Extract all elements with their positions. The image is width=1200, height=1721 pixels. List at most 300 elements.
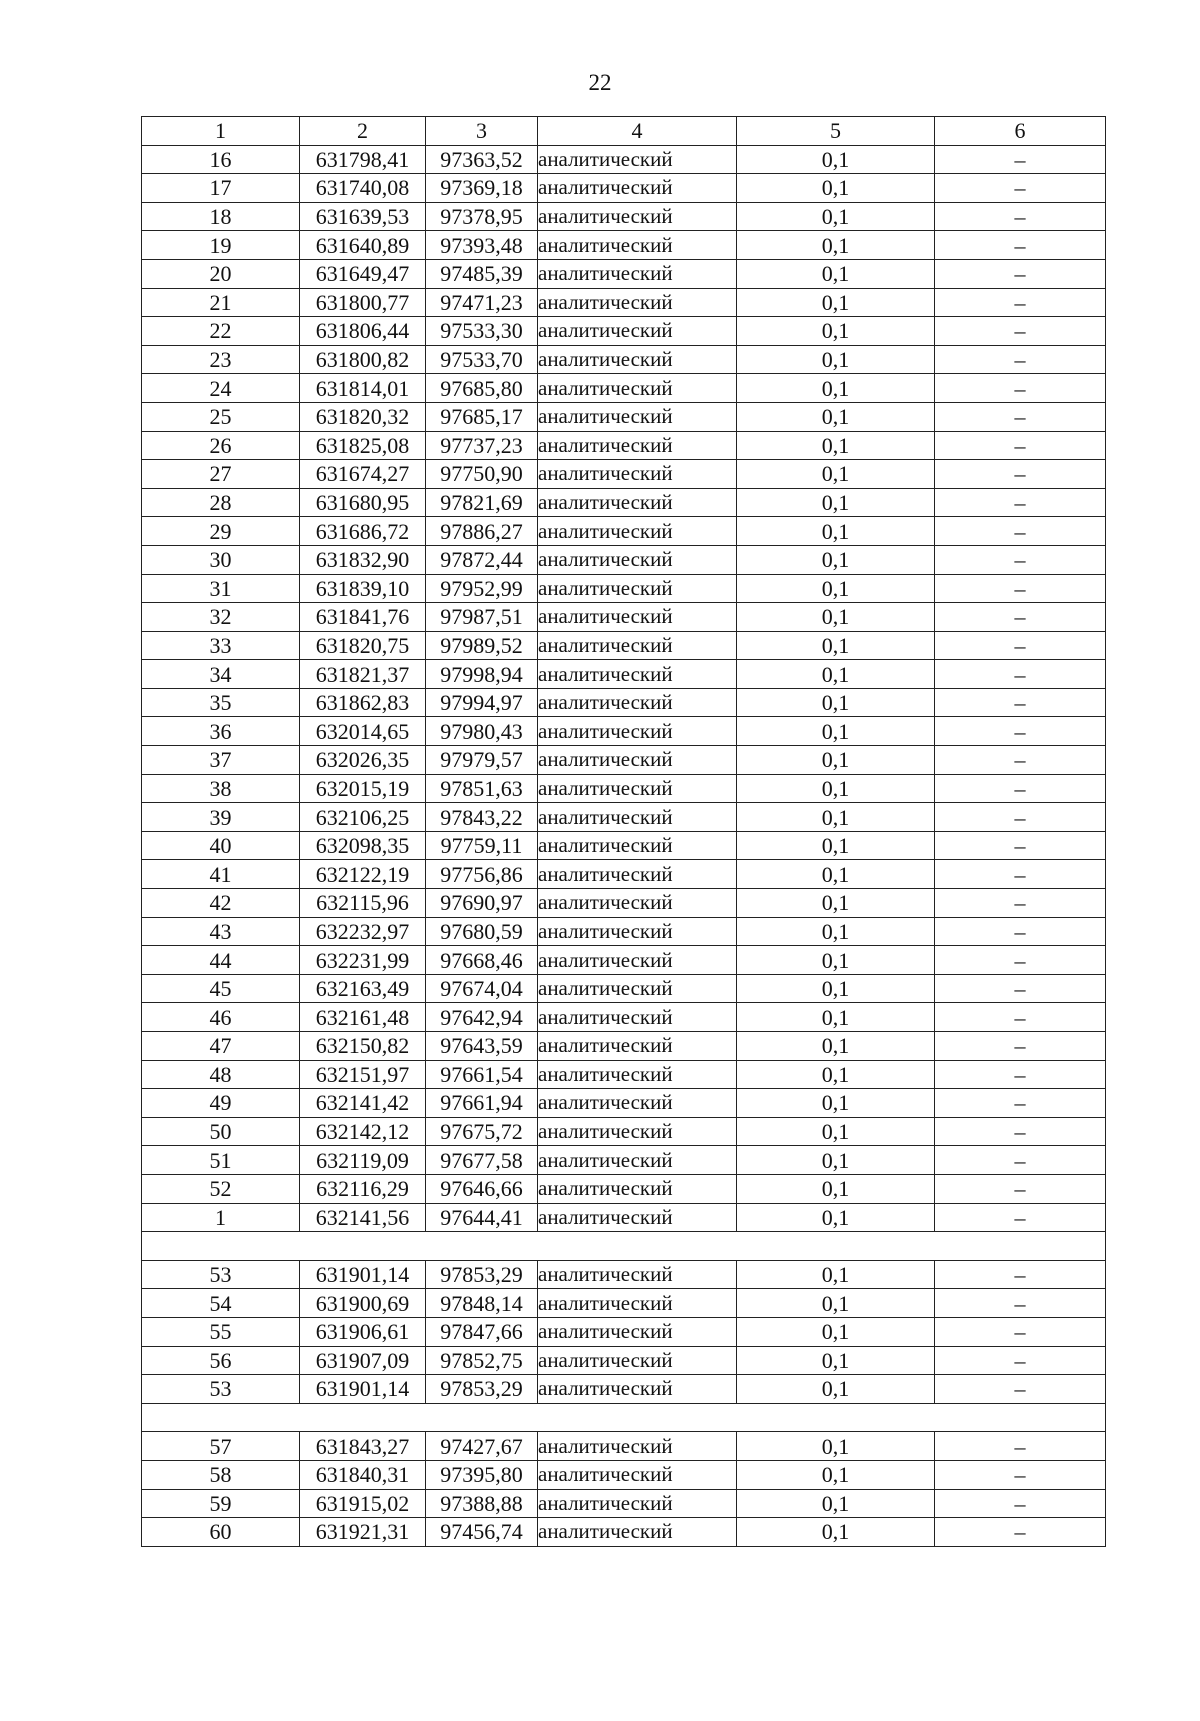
method-cell: аналитический [538,145,737,174]
y-coordinate-cell: 97644,41 [426,1203,538,1232]
table-row [142,1032,1106,1061]
note-cell: – [935,317,1106,346]
method-cell: аналитический [538,317,737,346]
table-row [142,1375,1106,1404]
method-cell: аналитический [538,174,737,203]
accuracy-cell: 0,1 [737,603,935,632]
y-coordinate-cell: 97533,70 [426,345,538,374]
x-coordinate-cell: 632015,19 [300,774,426,803]
x-coordinate-cell: 632115,96 [300,889,426,918]
method-cell: аналитический [538,345,737,374]
method-cell: аналитический [538,1346,737,1375]
note-cell: – [935,488,1106,517]
x-coordinate-cell: 631832,90 [300,545,426,574]
accuracy-cell: 0,1 [737,1117,935,1146]
y-coordinate-cell: 97750,90 [426,460,538,489]
table-row [142,345,1106,374]
y-coordinate-cell: 97853,29 [426,1260,538,1289]
x-coordinate-cell: 632141,56 [300,1203,426,1232]
x-coordinate-cell: 631843,27 [300,1432,426,1461]
x-coordinate-cell: 632232,97 [300,917,426,946]
group-separator-cell [142,1403,1106,1432]
y-coordinate-cell: 97388,88 [426,1489,538,1518]
method-cell: аналитический [538,1060,737,1089]
accuracy-cell: 0,1 [737,1317,935,1346]
x-coordinate-cell: 631839,10 [300,574,426,603]
point-number-cell: 34 [142,660,300,689]
note-cell: – [935,1346,1106,1375]
x-coordinate-cell: 632142,12 [300,1117,426,1146]
y-coordinate-cell: 97994,97 [426,688,538,717]
x-coordinate-cell: 631640,89 [300,231,426,260]
method-cell: аналитический [538,1260,737,1289]
accuracy-cell: 0,1 [737,1432,935,1461]
y-coordinate-cell: 97872,44 [426,545,538,574]
note-cell: – [935,1289,1106,1318]
point-number-cell: 29 [142,517,300,546]
x-coordinate-cell: 631862,83 [300,688,426,717]
point-number-cell: 18 [142,202,300,231]
y-coordinate-cell: 97668,46 [426,946,538,975]
x-coordinate-cell: 631820,75 [300,631,426,660]
table-row [142,1460,1106,1489]
y-coordinate-cell: 97685,80 [426,374,538,403]
table-row [142,1089,1106,1118]
note-cell: – [935,688,1106,717]
point-number-cell: 52 [142,1174,300,1203]
y-coordinate-cell: 97378,95 [426,202,538,231]
y-coordinate-cell: 97952,99 [426,574,538,603]
y-coordinate-cell: 97363,52 [426,145,538,174]
point-number-cell: 57 [142,1432,300,1461]
point-number-cell: 49 [142,1089,300,1118]
group-separator-row [142,1232,1106,1261]
table-row [142,174,1106,203]
y-coordinate-cell: 97998,94 [426,660,538,689]
point-number-cell: 43 [142,917,300,946]
point-number-cell: 40 [142,831,300,860]
point-number-cell: 35 [142,688,300,717]
note-cell: – [935,831,1106,860]
accuracy-cell: 0,1 [737,1489,935,1518]
method-cell: аналитический [538,1117,737,1146]
accuracy-cell: 0,1 [737,1146,935,1175]
method-cell: аналитический [538,288,737,317]
table-row [142,1489,1106,1518]
table-row [142,374,1106,403]
coordinates-table [141,116,1106,1547]
y-coordinate-cell: 97642,94 [426,1003,538,1032]
accuracy-cell: 0,1 [737,231,935,260]
y-coordinate-cell: 97661,54 [426,1060,538,1089]
point-number-cell: 24 [142,374,300,403]
x-coordinate-cell: 632106,25 [300,803,426,832]
note-cell: – [935,574,1106,603]
table-row [142,946,1106,975]
point-number-cell: 45 [142,974,300,1003]
table-row [142,688,1106,717]
point-number-cell: 59 [142,1489,300,1518]
point-number-cell: 46 [142,1003,300,1032]
accuracy-cell: 0,1 [737,517,935,546]
table-row [142,317,1106,346]
note-cell: – [935,402,1106,431]
method-cell: аналитический [538,374,737,403]
note-cell: – [935,631,1106,660]
point-number-cell: 22 [142,317,300,346]
accuracy-cell: 0,1 [737,1460,935,1489]
note-cell: – [935,774,1106,803]
note-cell: – [935,259,1106,288]
x-coordinate-cell: 632122,19 [300,860,426,889]
accuracy-cell: 0,1 [737,831,935,860]
point-number-cell: 23 [142,345,300,374]
table-header-row [142,117,1106,146]
table-row [142,288,1106,317]
point-number-cell: 42 [142,889,300,918]
point-number-cell: 25 [142,402,300,431]
accuracy-cell: 0,1 [737,460,935,489]
method-cell: аналитический [538,1489,737,1518]
accuracy-cell: 0,1 [737,1518,935,1547]
method-cell: аналитический [538,1317,737,1346]
accuracy-cell: 0,1 [737,345,935,374]
x-coordinate-cell: 632014,65 [300,717,426,746]
y-coordinate-cell: 97427,67 [426,1432,538,1461]
y-coordinate-cell: 97485,39 [426,259,538,288]
method-cell: аналитический [538,860,737,889]
accuracy-cell: 0,1 [737,1003,935,1032]
method-cell: аналитический [538,1460,737,1489]
accuracy-cell: 0,1 [737,1346,935,1375]
method-cell: аналитический [538,1146,737,1175]
header-cell-1: 1 [142,117,300,146]
table-row [142,402,1106,431]
accuracy-cell: 0,1 [737,774,935,803]
y-coordinate-cell: 97851,63 [426,774,538,803]
x-coordinate-cell: 631906,61 [300,1317,426,1346]
note-cell: – [935,202,1106,231]
accuracy-cell: 0,1 [737,431,935,460]
point-number-cell: 20 [142,259,300,288]
point-number-cell: 55 [142,1317,300,1346]
x-coordinate-cell: 631649,47 [300,259,426,288]
method-cell: аналитический [538,574,737,603]
method-cell: аналитический [538,774,737,803]
accuracy-cell: 0,1 [737,1089,935,1118]
note-cell: – [935,1089,1106,1118]
accuracy-cell: 0,1 [737,746,935,775]
y-coordinate-cell: 97685,17 [426,402,538,431]
table-row [142,1317,1106,1346]
x-coordinate-cell: 631800,77 [300,288,426,317]
y-coordinate-cell: 97847,66 [426,1317,538,1346]
y-coordinate-cell: 97853,29 [426,1375,538,1404]
table-row [142,631,1106,660]
point-number-cell: 21 [142,288,300,317]
accuracy-cell: 0,1 [737,1203,935,1232]
point-number-cell: 17 [142,174,300,203]
y-coordinate-cell: 97756,86 [426,860,538,889]
accuracy-cell: 0,1 [737,717,935,746]
page-number: 22 [588,70,612,95]
accuracy-cell: 0,1 [737,145,935,174]
x-coordinate-cell: 631680,95 [300,488,426,517]
note-cell: – [935,1460,1106,1489]
header-cell-3: 3 [426,117,538,146]
point-number-cell: 28 [142,488,300,517]
table-row [142,1260,1106,1289]
point-number-cell: 53 [142,1260,300,1289]
header-cell-2: 2 [300,117,426,146]
accuracy-cell: 0,1 [737,1375,935,1404]
point-number-cell: 36 [142,717,300,746]
x-coordinate-cell: 631841,76 [300,603,426,632]
table-row [142,1289,1106,1318]
method-cell: аналитический [538,202,737,231]
x-coordinate-cell: 632163,49 [300,974,426,1003]
point-number-cell: 56 [142,1346,300,1375]
table-row [142,1146,1106,1175]
note-cell: – [935,603,1106,632]
y-coordinate-cell: 97456,74 [426,1518,538,1547]
method-cell: аналитический [538,946,737,975]
note-cell: – [935,917,1106,946]
method-cell: аналитический [538,1375,737,1404]
method-cell: аналитический [538,517,737,546]
note-cell: – [935,1518,1106,1547]
note-cell: – [935,1260,1106,1289]
y-coordinate-cell: 97759,11 [426,831,538,860]
table-row [142,1432,1106,1461]
accuracy-cell: 0,1 [737,917,935,946]
note-cell: – [935,345,1106,374]
method-cell: аналитический [538,660,737,689]
point-number-cell: 48 [142,1060,300,1089]
y-coordinate-cell: 97852,75 [426,1346,538,1375]
method-cell: аналитический [538,1003,737,1032]
x-coordinate-cell: 631820,32 [300,402,426,431]
y-coordinate-cell: 97979,57 [426,746,538,775]
x-coordinate-cell: 632151,97 [300,1060,426,1089]
x-coordinate-cell: 631840,31 [300,1460,426,1489]
table-row [142,1203,1106,1232]
method-cell: аналитический [538,1174,737,1203]
accuracy-cell: 0,1 [737,374,935,403]
method-cell: аналитический [538,831,737,860]
table-row [142,660,1106,689]
x-coordinate-cell: 631674,27 [300,460,426,489]
accuracy-cell: 0,1 [737,860,935,889]
table-row [142,1117,1106,1146]
table-row [142,460,1106,489]
note-cell: – [935,1489,1106,1518]
point-number-cell: 39 [142,803,300,832]
accuracy-cell: 0,1 [737,1032,935,1061]
accuracy-cell: 0,1 [737,974,935,1003]
method-cell: аналитический [538,717,737,746]
x-coordinate-cell: 631800,82 [300,345,426,374]
note-cell: – [935,1117,1106,1146]
table-row [142,1003,1106,1032]
accuracy-cell: 0,1 [737,259,935,288]
accuracy-cell: 0,1 [737,174,935,203]
y-coordinate-cell: 97395,80 [426,1460,538,1489]
point-number-cell: 60 [142,1518,300,1547]
note-cell: – [935,460,1106,489]
x-coordinate-cell: 631907,09 [300,1346,426,1375]
y-coordinate-cell: 97886,27 [426,517,538,546]
table-row [142,860,1106,889]
table-row [142,574,1106,603]
method-cell: аналитический [538,974,737,1003]
method-cell: аналитический [538,231,737,260]
x-coordinate-cell: 631814,01 [300,374,426,403]
accuracy-cell: 0,1 [737,202,935,231]
table-row [142,1060,1106,1089]
note-cell: – [935,174,1106,203]
method-cell: аналитический [538,545,737,574]
x-coordinate-cell: 631821,37 [300,660,426,689]
method-cell: аналитический [538,889,737,918]
accuracy-cell: 0,1 [737,545,935,574]
note-cell: – [935,431,1106,460]
note-cell: – [935,660,1106,689]
accuracy-cell: 0,1 [737,574,935,603]
note-cell: – [935,746,1106,775]
table-row [142,1518,1106,1547]
point-number-cell: 26 [142,431,300,460]
accuracy-cell: 0,1 [737,288,935,317]
point-number-cell: 32 [142,603,300,632]
method-cell: аналитический [538,488,737,517]
note-cell: – [935,374,1106,403]
y-coordinate-cell: 97674,04 [426,974,538,1003]
table-row [142,831,1106,860]
note-cell: – [935,860,1106,889]
y-coordinate-cell: 97661,94 [426,1089,538,1118]
note-cell: – [935,974,1106,1003]
table-row [142,746,1106,775]
method-cell: аналитический [538,402,737,431]
x-coordinate-cell: 631901,14 [300,1260,426,1289]
point-number-cell: 30 [142,545,300,574]
accuracy-cell: 0,1 [737,660,935,689]
accuracy-cell: 0,1 [737,402,935,431]
note-cell: – [935,946,1106,975]
accuracy-cell: 0,1 [737,1260,935,1289]
accuracy-cell: 0,1 [737,1289,935,1318]
accuracy-cell: 0,1 [737,1174,935,1203]
point-number-cell: 1 [142,1203,300,1232]
header-cell-6: 6 [935,117,1106,146]
note-cell: – [935,717,1106,746]
x-coordinate-cell: 631686,72 [300,517,426,546]
accuracy-cell: 0,1 [737,946,935,975]
point-number-cell: 27 [142,460,300,489]
x-coordinate-cell: 631921,31 [300,1518,426,1547]
table-row [142,889,1106,918]
point-number-cell: 44 [142,946,300,975]
y-coordinate-cell: 97848,14 [426,1289,538,1318]
method-cell: аналитический [538,631,737,660]
point-number-cell: 41 [142,860,300,889]
table-row [142,431,1106,460]
group-separator-row [142,1403,1106,1432]
y-coordinate-cell: 97821,69 [426,488,538,517]
x-coordinate-cell: 632119,09 [300,1146,426,1175]
point-number-cell: 47 [142,1032,300,1061]
point-number-cell: 50 [142,1117,300,1146]
point-number-cell: 19 [142,231,300,260]
note-cell: – [935,1432,1106,1461]
point-number-cell: 51 [142,1146,300,1175]
method-cell: аналитический [538,1289,737,1318]
table-row [142,517,1106,546]
x-coordinate-cell: 631798,41 [300,145,426,174]
y-coordinate-cell: 97643,59 [426,1032,538,1061]
x-coordinate-cell: 632161,48 [300,1003,426,1032]
method-cell: аналитический [538,1432,737,1461]
x-coordinate-cell: 631740,08 [300,174,426,203]
x-coordinate-cell: 631915,02 [300,1489,426,1518]
x-coordinate-cell: 632150,82 [300,1032,426,1061]
method-cell: аналитический [538,1203,737,1232]
method-cell: аналитический [538,603,737,632]
point-number-cell: 33 [142,631,300,660]
y-coordinate-cell: 97987,51 [426,603,538,632]
method-cell: аналитический [538,688,737,717]
x-coordinate-cell: 631900,69 [300,1289,426,1318]
note-cell: – [935,545,1106,574]
x-coordinate-cell: 632141,42 [300,1089,426,1118]
note-cell: – [935,1060,1106,1089]
accuracy-cell: 0,1 [737,803,935,832]
x-coordinate-cell: 631639,53 [300,202,426,231]
x-coordinate-cell: 632116,29 [300,1174,426,1203]
table-row [142,1174,1106,1203]
method-cell: аналитический [538,746,737,775]
accuracy-cell: 0,1 [737,688,935,717]
table-row [142,774,1106,803]
note-cell: – [935,517,1106,546]
note-cell: – [935,1203,1106,1232]
table-row [142,603,1106,632]
accuracy-cell: 0,1 [737,317,935,346]
method-cell: аналитический [538,1518,737,1547]
point-number-cell: 54 [142,1289,300,1318]
method-cell: аналитический [538,1089,737,1118]
header-cell-4: 4 [538,117,737,146]
y-coordinate-cell: 97675,72 [426,1117,538,1146]
table-row [142,145,1106,174]
table-row [142,259,1106,288]
note-cell: – [935,231,1106,260]
y-coordinate-cell: 97471,23 [426,288,538,317]
note-cell: – [935,1032,1106,1061]
table-row [142,974,1106,1003]
table-row [142,545,1106,574]
y-coordinate-cell: 97989,52 [426,631,538,660]
y-coordinate-cell: 97677,58 [426,1146,538,1175]
method-cell: аналитический [538,1032,737,1061]
note-cell: – [935,1174,1106,1203]
point-number-cell: 37 [142,746,300,775]
note-cell: – [935,1146,1106,1175]
y-coordinate-cell: 97393,48 [426,231,538,260]
note-cell: – [935,1003,1106,1032]
note-cell: – [935,803,1106,832]
